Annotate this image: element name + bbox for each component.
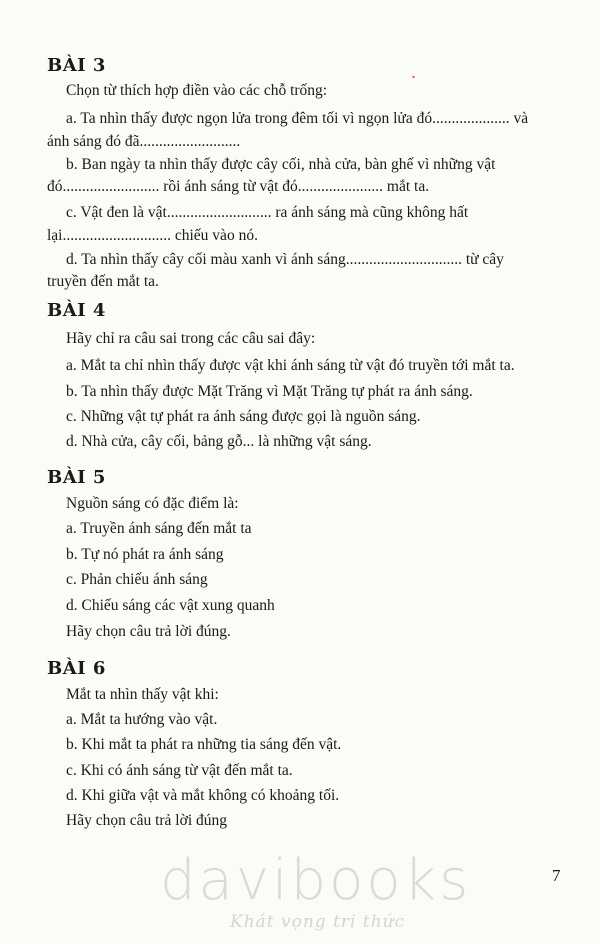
exercise-6-item-c: c. Khi có ánh sáng từ vật đến mắt ta.	[66, 762, 293, 779]
exercise-3-item-d-line-2: truyền đến mắt ta.	[47, 273, 159, 290]
exercise-3-item-c-line-2: lại............................ chiếu vào nó.	[47, 227, 258, 244]
exercise-3-item-d-line-1: d. Ta nhìn thấy cây cối màu xanh vì ánh sáng.............................. từ cây	[66, 251, 504, 268]
exercise-3-item-b-line-1: b. Ban ngày ta nhìn thấy được cây cối, nhà cửa, bàn ghế vì những vật	[66, 156, 496, 173]
exercise-3-item-a-line-1: a. Ta nhìn thấy được ngọn lửa trong đêm tối vì ngọn lửa đó.................... và	[66, 110, 529, 127]
watermark-tagline: Khát vọng tri thức	[230, 912, 406, 932]
print-speck	[412, 76, 415, 78]
exercise-6-heading: BÀI 6	[47, 658, 106, 679]
exercise-5-intro: Nguồn sáng có đặc điểm là:	[66, 495, 239, 512]
exercise-3-intro: Chọn từ thích hợp điền vào các chỗ trống:	[66, 82, 328, 99]
exercise-5-prompt: Hãy chọn câu trả lời đúng.	[66, 623, 231, 640]
exercise-4-heading: BÀI 4	[47, 300, 106, 321]
page-number: 7	[552, 866, 561, 885]
exercise-5-item-b: b. Tự nó phát ra ánh sáng	[66, 546, 224, 563]
exercise-6-item-a: a. Mắt ta hướng vào vật.	[66, 711, 218, 728]
exercise-4-item-b: b. Ta nhìn thấy được Mặt Trăng vì Mặt Trăng tự phát ra ánh sáng.	[66, 383, 473, 400]
exercise-3-item-a-line-2: ánh sáng đó đã..........................	[47, 133, 241, 150]
exercise-4-intro: Hãy chỉ ra câu sai trong các câu sai đây:	[66, 330, 316, 347]
exercise-3-item-c-line-1: c. Vật đen là vật........................... ra ánh sáng mà cũng không hất	[66, 204, 469, 221]
exercise-3-heading: BÀI 3	[47, 55, 106, 76]
exercise-6-intro: Mắt ta nhìn thấy vật khi:	[66, 686, 219, 703]
exercise-6-item-d: d. Khi giữa vật và mắt không có khoảng tối.	[66, 787, 340, 804]
exercise-5-heading: BÀI 5	[47, 467, 106, 488]
exercise-6-item-b: b. Khi mắt ta phát ra những tia sáng đến vật.	[66, 736, 342, 753]
exercise-4-item-c: c. Những vật tự phát ra ánh sáng được gọi là nguồn sáng.	[66, 408, 421, 425]
exercise-3-item-b-line-2: đó......................... rồi ánh sáng từ vật đó...................... mắt ta.	[47, 178, 430, 195]
exercise-6-prompt: Hãy chọn câu trả lời đúng	[66, 812, 227, 829]
watermark-logo: davibooks	[160, 848, 472, 913]
exercise-5-item-c: c. Phản chiếu ánh sáng	[66, 571, 208, 588]
exercise-4-item-a: a. Mắt ta chỉ nhìn thấy được vật khi ánh sáng từ vật đó truyền tới mắt ta.	[66, 357, 515, 374]
exercise-4-item-d: d. Nhà cửa, cây cối, bảng gỗ... là những vật sáng.	[66, 433, 372, 450]
exercise-5-item-d: d. Chiếu sáng các vật xung quanh	[66, 597, 275, 614]
exercise-5-item-a: a. Truyền ánh sáng đến mắt ta	[66, 520, 252, 537]
